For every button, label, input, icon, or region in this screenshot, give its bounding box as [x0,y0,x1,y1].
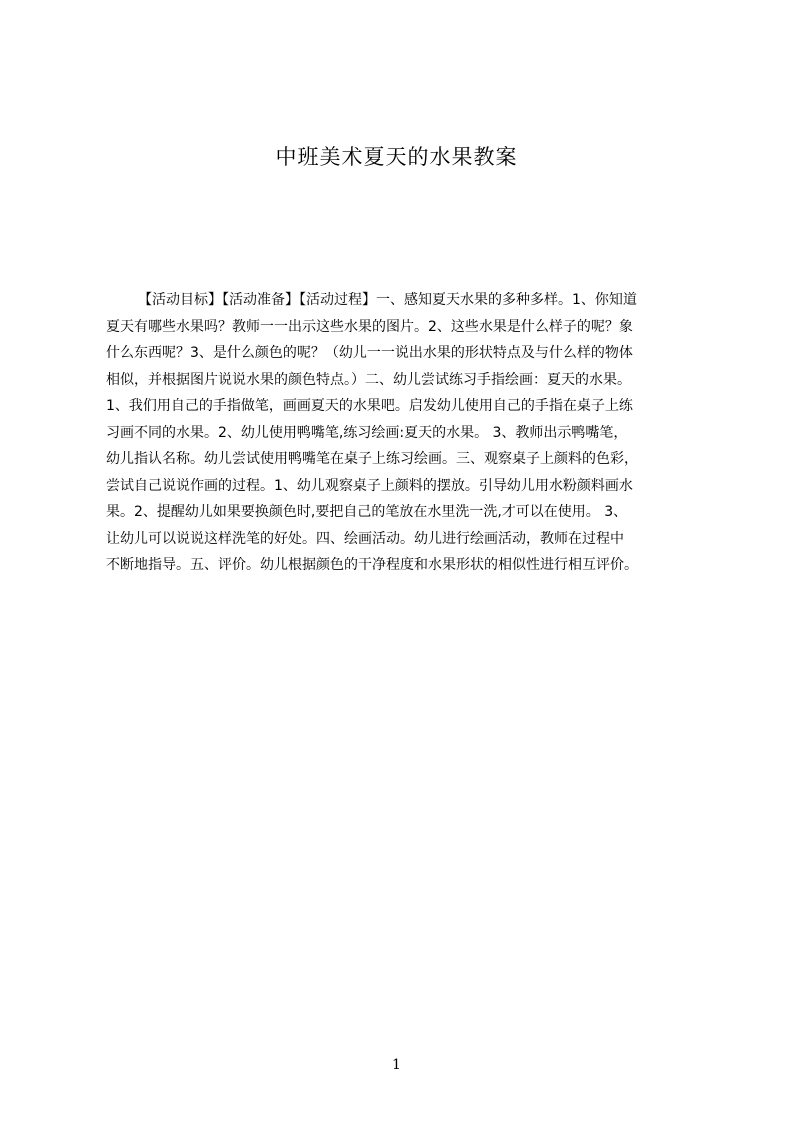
paragraph-line: 相似，并根据图片说说水果的颜色特点。）二、幼儿尝试练习手指绘画：夏天的水果。 [106,371,631,388]
document-title: 中班美术夏天的水果教案 [275,145,518,169]
paragraph-line: 习画不同的水果。2、幼儿使用鸭嘴笔,练习绘画:夏天的水果。 3、教师出示鸭嘴笔， [106,424,628,441]
paragraph-line: 让幼儿可以说说这样洗笔的好处。四、绘画活动。幼儿进行绘画活动，教师在过程中 [106,530,624,547]
paragraph-line: 尝试自己说说作画的过程。1、幼儿观察桌子上颜料的摆放。引导幼儿用水粉颜料画水 [106,477,633,494]
paragraph-line: 果。2、提醒幼儿如果要换颜色时,要把自己的笔放在水里洗一洗,才可以在使用。 3、 [106,504,628,520]
page-number: 1 [392,1057,401,1073]
paragraph-line: 【活动目标】【活动准备】【活动过程】一、感知夏天水果的多种多样。1、你知道 [138,292,637,308]
paragraph-line: 幼儿指认名称。幼儿尝试使用鸭嘴笔在桌子上练习绘画。三、观察桌子上颜料的色彩， [106,451,638,467]
paragraph-line: 什么东西呢？3、是什么颜色的呢？（幼儿一一说出水果的形状特点及与什么样的物体 [106,345,633,361]
paragraph-line: 不断地指导。五、评价。幼儿根据颜色的干净程度和水果形状的相似性进行相互评价。 [106,557,638,573]
body-paragraph [106,287,694,579]
paragraph-line: 夏天有哪些水果吗？教师一一出示这些水果的图片。2、这些水果是什么样子的呢？象 [106,318,633,335]
paragraph-line: 1、我们用自己的手指做笔，画画夏天的水果吧。启发幼儿使用自己的手指在桌子上练 [106,398,633,414]
